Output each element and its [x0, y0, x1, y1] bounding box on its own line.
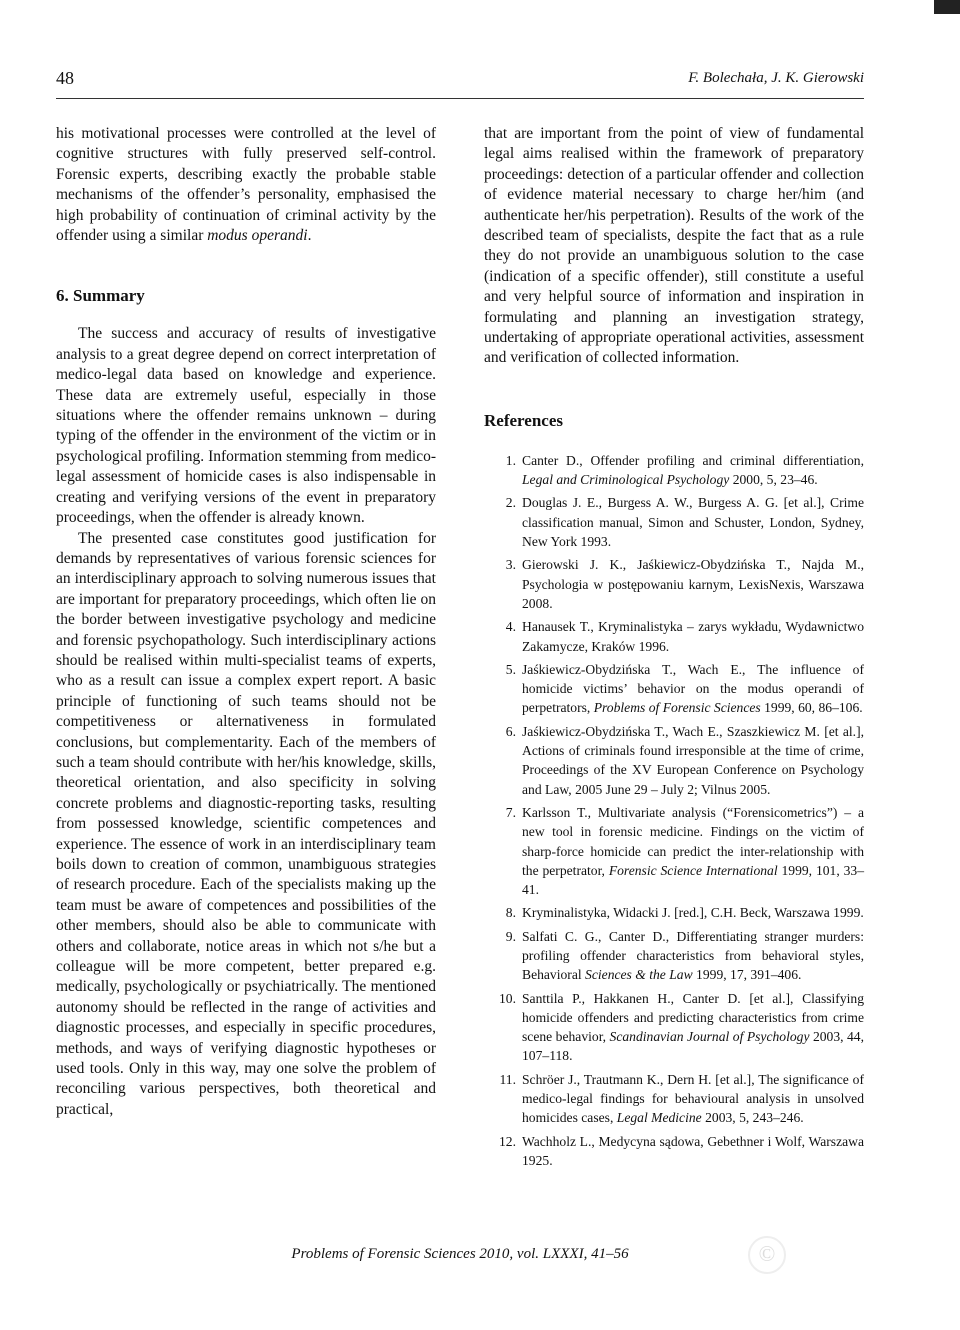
page-number: 48 [56, 68, 74, 88]
reference-item: 1. Canter D., Offender profiling and criminal differentiation, Legal and Criminological Psychology 2000, 5, 23–46. [505, 452, 864, 488]
running-authors: F. Bolechała, J. K. Gierowski [688, 70, 864, 86]
summary-paragraph-2: The presented case constitutes good justification for demands by representatives of various forensic sciences for an interdisciplinary approach to solving numerous issues that are important for preparatory proceedings, which often lie on the border between investigative psychology and medicine and forensic psychopathology. Such interdisciplinary actions should be realised within multi-specialist teams of experts, who as a result can issue a complex expert report. A basic principle of functioning of such teams should not be competitiveness or alternativeness in formulated conclusions, but complementarity. Each of the members of such a team should contribute with her/his knowledge, skills, theoretical orientation, and also specificity in solving concrete problems and diagnostic-reporting tasks, resulting from possessed knowledge, scientific competences and experience. The essence of work in an interdisciplinary team boils down to creation of common, unambiguous strategies of research procedure. Each of the specialists making up the team must be aware of competences and possibilities of the other members, should also be able to communicate with others and collaborate, notice areas in which not s/he but a colleague will be more competent, better prepared e.g. medically, psychologically or psychiatrically. The mentioned autonomy should be reflected in the range of activities and diagnostic processes, and especially in specific procedures, methods, and ways of verifying diagnostic hypotheses or used tools. Only in this way, may one solve the problem of reconciling various perspectives, both theoretical and practical, [56, 529, 436, 1118]
left-column [56, 124, 436, 1120]
references-heading: References [484, 410, 563, 430]
journal-footer: Problems of Forensic Sciences 2010, vol. LXXXI, 41–56 [291, 1246, 629, 1262]
right-column [484, 124, 864, 1174]
intro-paragraph [56, 124, 436, 246]
section-heading-summary: 6. Summary [56, 286, 145, 306]
summary-paragraph-1: The success and accuracy of results of investigative analysis to a great degree depend on correct interpretation of medico-legal data based on knowledge and experience. These data are extremely useful, especially in those situations where the offender remains unknown – during typing of the offender in the environment of the victim or in psychological profiling. Information stemming from medico-legal assessment of homicide cases is also indispensable in creating and verifying versions of the event in preparatory proceedings, when the offender is already known. [56, 325, 436, 527]
copyright-watermark-icon: © [748, 1236, 786, 1274]
references-list [484, 451, 864, 1170]
reference-item: 5. Jaśkiewicz-Obydzińska T., Wach E., The influence of homicide victims’ behavior on the modus operandi of perpetrators, Problems of Forensic Sciences 1999, 60, 86–106. [505, 661, 864, 716]
reference-item: 4. Hanausek T., Kryminalistyka – zarys wykładu, Wydawnictwo Zakamycze, Kraków 1996. [505, 619, 864, 654]
reference-item: 12. Wachholz L., Medycyna sądowa, Gebethner i Wolf, Warszawa 1925. [499, 1133, 864, 1168]
page-header [56, 68, 864, 94]
reference-item: 8. Kryminalistyka, Widacki J. [red.], C.H. Beck, Warszawa 1999. [505, 905, 864, 921]
intro-text: his motivational processes were controlled at the level of cognitive structures with fully preserved self-control. Forensic experts, describing exactly the probable stable mechanisms of the offender’s personality, emphasised the high probability of continuation of criminal activity by the offender using a similar [56, 125, 436, 245]
reference-item: 11. Schröer J., Trautmann K., Dern H. [et al.], The significance of medico-legal findings for behavioural analysis in unsolved homicides cases, Legal Medicine 2003, 5, 243–246. [499, 1071, 864, 1126]
reference-item: 2. Douglas J. E., Burgess A. W., Burgess A. G. [et al.], Crime classification manual, Simon and Schuster, London, Sydney, New York 1993. [505, 495, 864, 550]
reference-item: 10. Santtila P., Hakkanen H., Canter D. [et al.], Classifying homicide offenders and predicting characteristics from crime scene behavior, Scandinavian Journal of Psychology 2003, 44, 107–118. [499, 990, 865, 1064]
reference-item: 3. Gierowski J. K., Jaśkiewicz-Obydzińska T., Najda M., Psychologia w postępowaniu karnym, LexisNexis, Warszawa 2008. [505, 557, 864, 611]
intro-end: . [307, 227, 312, 245]
summary-paragraph-continued: that are important from the point of view of fundamental legal aims realised within the framework of preparatory proceedings: detection of a particular offender and collection of evidence material necessary to charge her/him (and authenticate her/his perpetration). Results of the work of the described team of specialists, despite the fact that as a rule they do not provide an unambiguous solution to the case (indication of a specific offender), still constitute a useful and very helpful source of information and inspiration in formulating and planning an investigation strategy, undertaking of appropriate operational activities, assessment and verification of collected information. [484, 125, 864, 367]
reference-item: 7. Karlsson T., Multivariate analysis (“Forensicometrics”) – a new tool in forensic medicine. Findings on the victim of sharp-force homicide can predict the inter-relationship with the perpetrator, Forensic Science International 1999, 101, 33–41. [505, 804, 864, 898]
scan-edge-mark [934, 0, 960, 14]
reference-item: 6. Jaśkiewicz-Obydzińska T., Wach E., Szaszkiewicz M. [et al.], Actions of criminals found irresponsible at the time of crime, Proceedings of the XV European Conference on Psychology and Law, 2005 June 29 – July 2; Vilnus 2005. [505, 723, 864, 797]
header-rule [56, 98, 864, 99]
intro-italic-term: modus operandi [207, 227, 308, 245]
reference-item: 9. Salfati C. G., Canter D., Differentiating stranger murders: profiling offender characteristics from behavioral styles, Behavioral Sciences & the Law 1999, 17, 391–406. [505, 928, 864, 983]
